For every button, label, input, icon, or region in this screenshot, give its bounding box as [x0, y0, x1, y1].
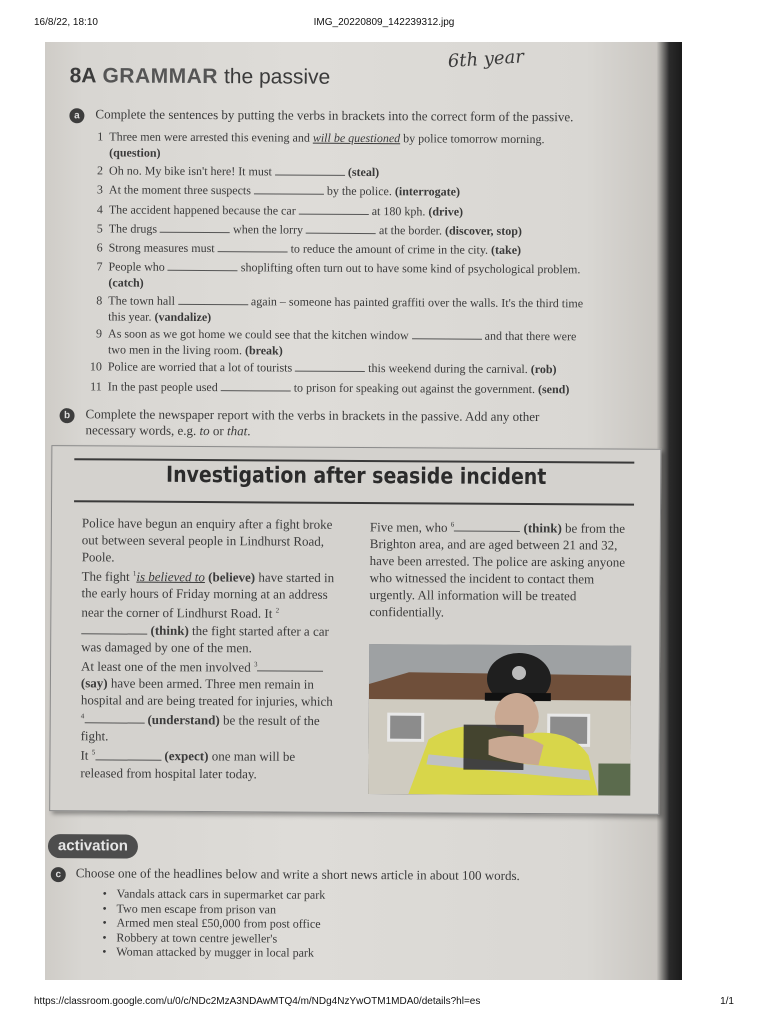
print-header — [0, 0, 768, 40]
answer-blank[interactable] — [254, 182, 324, 194]
answer-blank[interactable] — [178, 293, 248, 305]
print-page-number: 1/1 — [720, 996, 734, 1007]
section-c-instruction: Choose one of the headlines below and write a short news article in about 100 words. — [75, 865, 520, 883]
handwritten-note: 6th year — [447, 46, 525, 73]
answer-blank[interactable] — [221, 379, 291, 391]
article-headline: Investigation after seaside incident — [165, 462, 547, 491]
worksheet-photo — [45, 42, 682, 980]
answer-blank[interactable] — [299, 203, 369, 215]
exercise-item: 3 At the moment three suspects by the police. (interrogate) — [96, 182, 461, 199]
unit-grammar-label: GRAMMAR — [102, 64, 219, 89]
unit-number: 8A — [69, 64, 97, 88]
section-b-badge: b — [60, 408, 75, 423]
newspaper-report — [49, 445, 661, 815]
section-a-instruction: Complete the sentences by putting the verbs in brackets into the correct form of the passive. — [95, 106, 574, 125]
exercise-item: 5 The drugs when the lorry at the border. (discover, stop) — [96, 221, 522, 238]
article-right-column: Five men, who $^6$ (think) be from the Brighton area, and are aged between 21 and 32, have been arrested. The police are asking anyone who witnessed the incident to contact them urgently. All information will be treated confidentially. — [369, 519, 626, 620]
article-left-column: Police have begun an enquiry after a fight broke out between several people in Lindhurst Road, Poole. The fight $^1$is believed to (believe) have started in the early hours of Friday morning at an address near the corner of Lindhurst Road. It $^2$ (think) the fight started after a car was damaged by one of the men. At least one of the men involved $^3$ (say) have been armed. Three men remain in hospital and are being treated for injuries, which $^4$ (understand) be the result of the fight. It $^5$ (expect) one man will be released from hospital later today. — [80, 515, 335, 781]
activation-label: activation — [48, 834, 138, 859]
exercise-item: 4 The accident happened because the car at 180 kph. (drive) — [96, 202, 464, 219]
headline-rule-bottom — [74, 500, 634, 505]
answer-blank[interactable] — [275, 163, 345, 175]
answer-blank-2[interactable] — [81, 622, 147, 634]
exercise-item: 2 Oh no. My bike isn't here! It must (steal) — [97, 163, 380, 180]
answer-blank[interactable] — [160, 221, 230, 233]
list-item: • Woman attacked by mugger in local park — [102, 944, 325, 960]
answer-blank-5[interactable] — [95, 748, 161, 760]
section-b-instruction: Complete the newspaper report with the verbs in brackets in the passive. Add any other necessary words, e.g. to or that. — [85, 406, 540, 439]
answer-blank-6[interactable] — [454, 520, 520, 532]
exercise-item: 7 People who shoplifting often turn out to have some kind of psychological problem. (catch) — [96, 259, 581, 290]
exercise-item: 8 The town hall again – someone has painted graffiti over the walls. It's the third time this year. (vandalize) — [96, 293, 584, 325]
example-answer: will be questioned — [312, 130, 401, 146]
list-item: • Two men escape from prison van — [103, 901, 326, 917]
section-c-badge: c — [51, 867, 66, 882]
article-example-answer: is believed to — [136, 568, 205, 585]
list-item: • Armed men steal £50,000 from post office — [102, 915, 325, 931]
answer-blank[interactable] — [306, 222, 376, 234]
exercise-item: 9 As soon as we got home we could see that the kitchen window and that there were two men in the living room. (break) — [96, 326, 577, 358]
list-item: • Robbery at town centre jeweller's — [102, 930, 325, 946]
answer-blank[interactable] — [295, 360, 365, 372]
headline-list — [102, 886, 325, 960]
list-item: • Vandals attack cars in supermarket car park — [103, 886, 326, 902]
unit-topic: the passive — [223, 65, 331, 89]
print-date: 16/8/22, 18:10 — [34, 17, 98, 28]
exercise-item: 10 Police are worried that a lot of tourists this weekend during the carnival. (rob) — [89, 359, 557, 377]
exercise-item: 6 Strong measures must to reduce the amount of crime in the city. (take) — [96, 240, 522, 257]
answer-blank[interactable] — [412, 327, 482, 339]
exercise-item: 1 Three men were arrested this evening and will be questioned by police tomorrow morning. (question) — [97, 129, 545, 160]
section-a-badge: a — [69, 108, 84, 123]
answer-blank-4[interactable] — [84, 712, 144, 724]
police-officer-photo — [368, 644, 631, 796]
police-officer-illustration — [368, 644, 631, 796]
answer-blank-3[interactable] — [257, 659, 323, 671]
print-footer — [0, 990, 768, 1024]
answer-blank[interactable] — [168, 259, 238, 271]
page-title — [70, 64, 331, 90]
answer-blank[interactable] — [218, 240, 288, 252]
print-url: https://classroom.google.com/u/0/c/NDc2MzA3NDAwMTQ4/m/NDg4NzYwOTM1MDA0/details?hl=es — [34, 996, 481, 1007]
print-filename: IMG_20220809_142239312.jpg — [313, 17, 455, 28]
exercise-item: 11 In the past people used to prison for speaking out against the government. (send) — [90, 379, 570, 397]
